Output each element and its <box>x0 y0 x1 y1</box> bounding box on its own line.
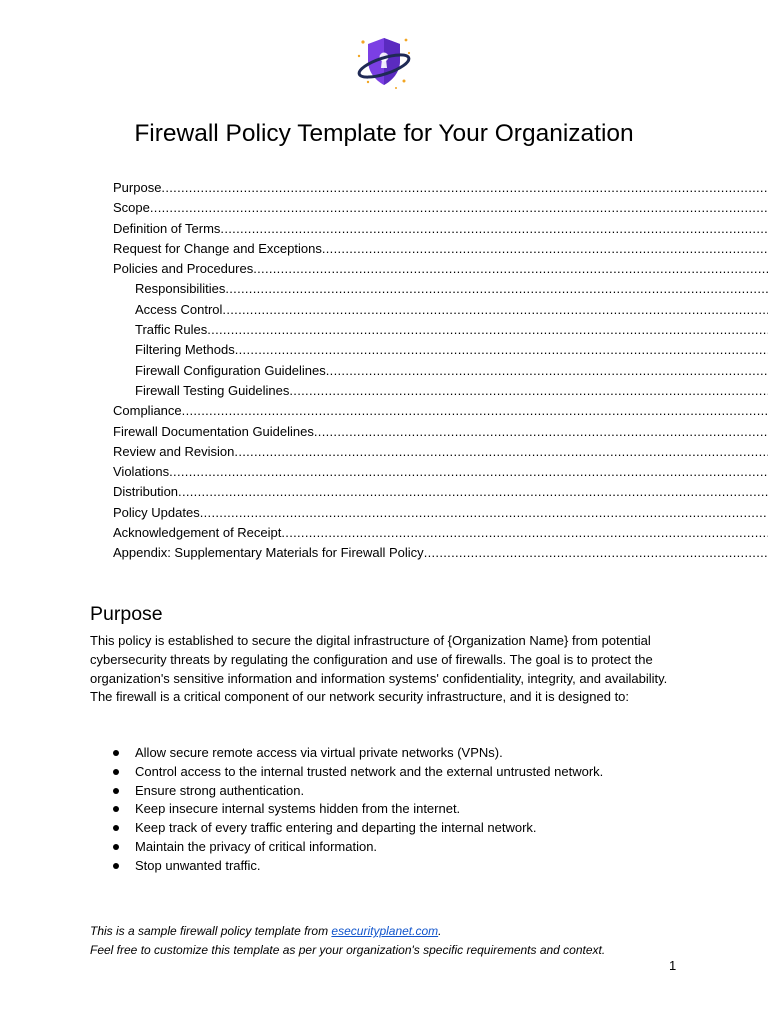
toc-entry-label: Traffic Rules <box>135 322 208 338</box>
toc-entry-label: Compliance <box>113 403 182 419</box>
bullet-icon <box>113 806 119 812</box>
toc-entry-label: Firewall Documentation Guidelines <box>113 423 314 439</box>
toc-dot-leader <box>326 363 768 378</box>
toc-entry-label: Firewall Configuration Guidelines <box>135 362 326 378</box>
toc-dot-leader <box>182 403 768 418</box>
esecurityplanet-logo <box>346 26 422 102</box>
toc-dot-leader <box>253 261 768 276</box>
section-heading: Purpose <box>90 603 163 625</box>
toc-entry-label: Acknowledgement of Receipt <box>113 525 282 541</box>
page-number: 1 <box>669 958 677 973</box>
toc-dot-leader <box>161 180 768 195</box>
list-item-text: Allow secure remote access via virtual private networks (VPNs). <box>135 745 503 760</box>
toc-entry[interactable] <box>113 279 768 299</box>
list-item-text: Keep track of every traffic entering and departing the internal network. <box>135 820 537 836</box>
toc-dot-leader <box>234 444 768 459</box>
bullet-icon <box>113 788 119 794</box>
toc-entry[interactable] <box>113 259 768 279</box>
toc-entry[interactable] <box>113 340 768 360</box>
list-item-text: Control access to the internal trusted network and the external untrusted network. <box>135 763 604 779</box>
footer-line-1 <box>90 922 605 941</box>
footer-note <box>90 922 605 959</box>
list-item-text: Ensure strong authentication. <box>135 782 305 798</box>
list-item <box>113 763 603 782</box>
toc-dot-leader <box>322 241 768 256</box>
toc-dot-leader <box>220 221 768 236</box>
toc-dot-leader <box>200 505 768 520</box>
toc-entry-label: Filtering Methods <box>135 342 235 358</box>
list-item <box>113 744 603 763</box>
toc-entry[interactable] <box>113 320 768 340</box>
list-item-text: Keep insecure internal systems hidden from the internet. <box>135 801 461 817</box>
toc-entry-label: Request for Change and Exceptions <box>113 240 322 256</box>
footer-line-2: Feel free to customize this template as per your organization's specific requirements and context. <box>90 942 606 957</box>
toc-entry[interactable] <box>113 381 768 401</box>
document-title: Firewall Policy Template for Your Organization <box>134 120 634 147</box>
footer-prefix: This is a sample firewall policy template from <box>90 924 332 938</box>
toc-entry-label: Access Control <box>135 301 223 317</box>
toc-entry-label: Appendix: Supplementary Materials for Firewall Policy <box>113 545 424 561</box>
toc-entry-label: Firewall Testing Guidelines <box>135 382 290 398</box>
list-item <box>113 782 603 801</box>
section-paragraph: This policy is established to secure the digital infrastructure of {Organization Name} from potential cybersecurity threats by regulating the configuration and use of firewalls. The goal is to protect the organization's sensitive information and information systems' confidentiality, integrity, and availability. The firewall is a critical component of our network security infrastructure, and it is designed to: <box>90 633 668 705</box>
toc-entry-label: Distribution <box>113 484 179 500</box>
toc-entry-label: Policies and Procedures <box>113 261 254 277</box>
list-item <box>113 838 603 857</box>
toc-dot-leader <box>207 322 768 337</box>
list-item <box>113 857 603 876</box>
toc-dot-leader <box>424 545 768 560</box>
toc-entry-label: Responsibilities <box>135 281 226 297</box>
bullet-list <box>113 744 603 876</box>
footer-suffix: . <box>438 924 442 938</box>
toc-entry[interactable] <box>113 178 768 198</box>
toc-entry[interactable] <box>113 442 768 462</box>
list-item <box>113 800 603 819</box>
list-item-text: Maintain the privacy of critical information. <box>135 838 378 854</box>
bullet-icon <box>113 769 119 775</box>
list-item <box>113 819 603 838</box>
toc-dot-leader <box>150 200 768 215</box>
toc-entry-label: Review and Revision <box>113 443 235 459</box>
bullet-icon <box>113 844 119 850</box>
toc-dot-leader <box>289 383 768 398</box>
toc-entry[interactable] <box>113 361 768 381</box>
toc-entry[interactable] <box>113 543 768 563</box>
toc-dot-leader <box>169 464 768 479</box>
toc-entry[interactable] <box>113 523 768 543</box>
toc-dot-leader <box>178 484 768 499</box>
toc-entry-label: Policy Updates <box>113 504 200 520</box>
toc-dot-leader <box>235 342 768 357</box>
bullet-icon <box>113 863 119 869</box>
toc-dot-leader <box>225 281 768 296</box>
toc-entry-label: Purpose <box>113 180 162 195</box>
toc-entry[interactable] <box>113 219 768 239</box>
toc-entry[interactable] <box>113 239 768 259</box>
toc-dot-leader <box>314 424 768 439</box>
toc-entry[interactable] <box>113 503 768 523</box>
table-of-contents <box>113 178 768 564</box>
toc-entry[interactable] <box>113 198 768 218</box>
toc-entry[interactable] <box>113 300 768 320</box>
toc-entry-label: Scope <box>113 200 150 216</box>
bullet-icon <box>113 750 119 756</box>
toc-entry[interactable] <box>113 482 768 502</box>
toc-dot-leader <box>281 525 768 540</box>
toc-entry-label: Violations <box>113 464 170 480</box>
toc-entry[interactable] <box>113 422 768 442</box>
footer-link[interactable]: esecurityplanet.com <box>331 924 439 938</box>
toc-entry-label: Definition of Terms <box>113 220 221 236</box>
toc-dot-leader <box>222 302 768 317</box>
list-item-text: Stop unwanted traffic. <box>135 857 261 873</box>
bullet-icon <box>113 825 119 831</box>
toc-entry[interactable] <box>113 401 768 421</box>
toc-entry[interactable] <box>113 462 768 482</box>
